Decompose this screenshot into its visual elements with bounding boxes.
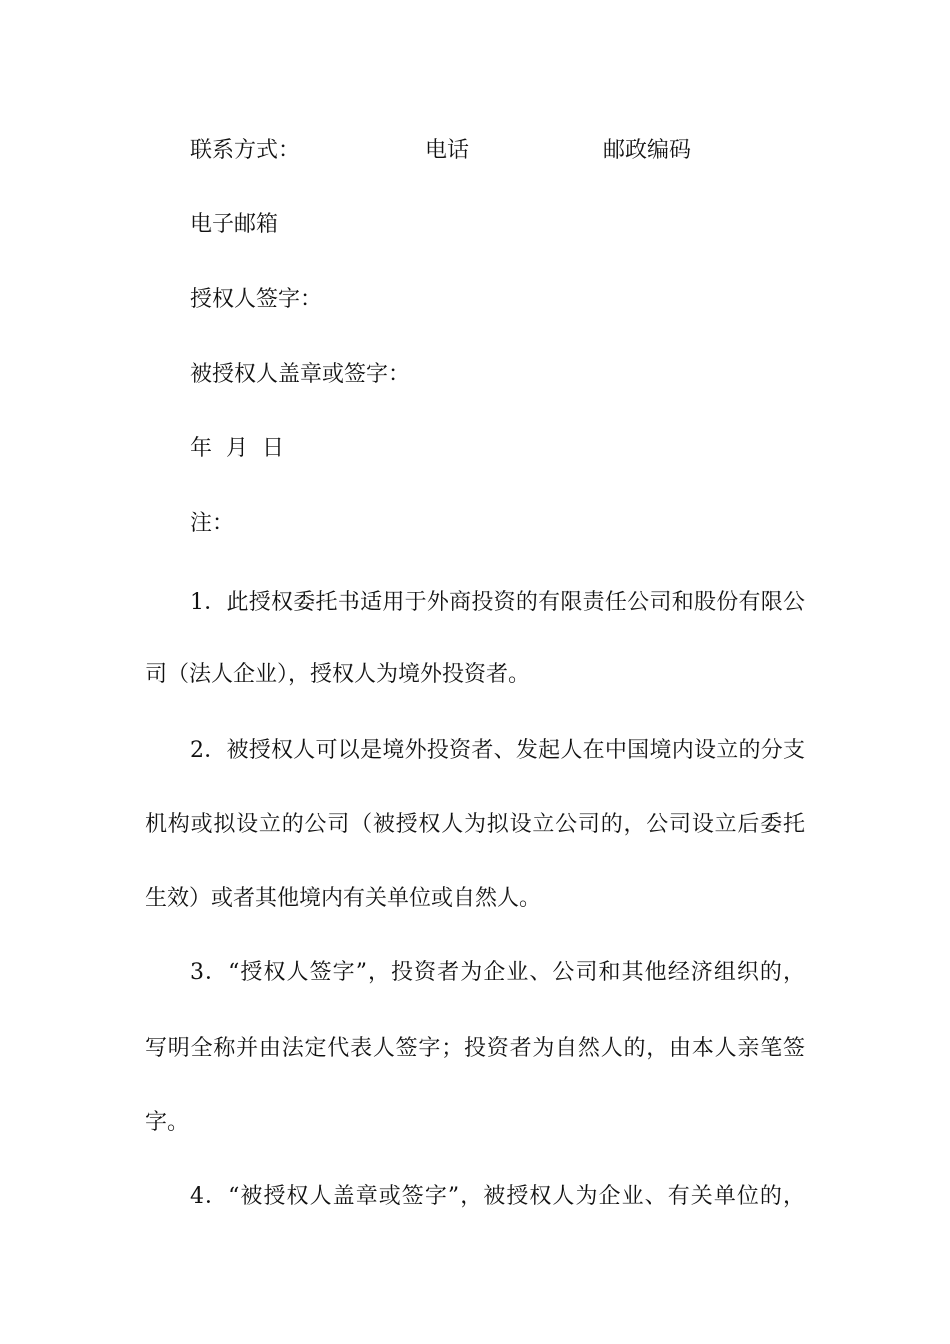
- phone-label: 电话: [425, 138, 470, 163]
- email-label: 电子邮箱: [190, 212, 279, 237]
- date-line: 年 月 日: [190, 436, 284, 461]
- note-3-line-3: 字。: [145, 1110, 190, 1135]
- note-2-line-2: 机构或拟设立的公司（被授权人为拟设立公司的，公司设立后委托: [145, 812, 805, 837]
- note-2-line-3: 生效）或者其他境内有关单位或自然人。: [145, 886, 542, 911]
- note-4-line-1: 4．“被授权人盖章或签字”，被授权人为企业、有关单位的，: [190, 1184, 805, 1209]
- contact-label: 联系方式：: [190, 138, 301, 163]
- note-3-line-2: 写明全称并由法定代表人签字；投资者为自然人的，由本人亲笔签: [145, 1036, 805, 1061]
- note-3-line-1: 3．“授权人签字”，投资者为企业、公司和其他经济组织的，: [190, 960, 805, 985]
- note-1-line-2: 司（法人企业），授权人为境外投资者。: [145, 662, 531, 687]
- zip-label: 邮政编码: [603, 138, 692, 163]
- authorizer-signature-label: 授权人签字：: [190, 287, 323, 312]
- note-2-line-1: 2．被授权人可以是境外投资者、发起人在中国境内设立的分支: [190, 738, 805, 763]
- note-1-line-1: 1．此授权委托书适用于外商投资的有限责任公司和股份有限公: [190, 590, 805, 615]
- authorized-signature-label: 被授权人盖章或签字：: [190, 362, 411, 387]
- note-label: 注：: [190, 511, 235, 536]
